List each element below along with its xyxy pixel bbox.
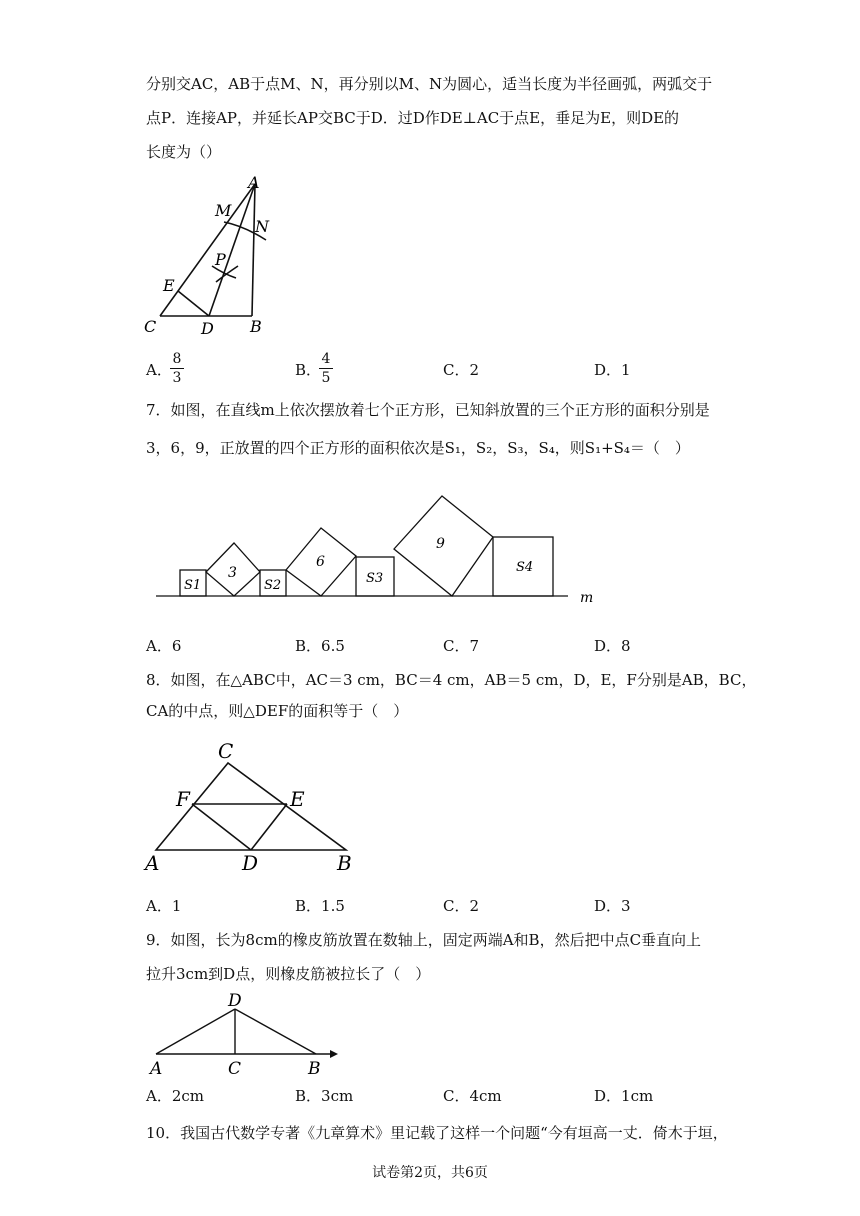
q9-option-d: D．1cm xyxy=(594,1087,654,1105)
q6-option-c: C．2 xyxy=(443,361,480,379)
q6-label-e: E xyxy=(163,276,175,295)
q9-label-b: B xyxy=(308,1059,321,1079)
q7-text-line-2: 3，6，9，正放置的四个正方形的面积依次是S₁，S₂，S₃，S₄，则S₁+S₄＝（ ） xyxy=(146,439,690,457)
q6-label-p: P xyxy=(215,250,226,269)
q6-text-line-1: 分别交AC，AB于点M、N，再分别以M、N为圆心，适当长度为半径画弧，两弧交于 xyxy=(146,75,713,93)
q6-option-b-label: B． xyxy=(295,361,322,379)
q7-option-a: A．6 xyxy=(146,637,182,655)
q8-label-f: F xyxy=(176,787,190,811)
q6-option-a-label: A． xyxy=(146,361,172,379)
q6-option-b-fraction xyxy=(319,351,333,386)
q9-label-a: A xyxy=(150,1059,163,1079)
q8-label-d: D xyxy=(242,851,259,875)
q7-text-line-1: 7．如图，在直线m上依次摆放着七个正方形，已知斜放置的三个正方形的面积分别是 xyxy=(146,401,710,419)
q8-figure xyxy=(140,732,370,882)
q6-label-a: A xyxy=(248,173,260,192)
q8-label-e: E xyxy=(290,787,305,811)
q8-text-line-1: 8．如图，在△ABC中，AC＝3 cm，BC＝4 cm，AB＝5 cm，D，E，F分别是AB，BC， xyxy=(146,671,757,689)
q6-text-line-2: 点P．连接AP，并延长AP交BC于D．过D作DE⊥AC于点E，垂足为E，则DE的 xyxy=(146,109,680,127)
q6-label-b: B xyxy=(250,317,262,336)
q8-text-line-2: CA的中点，则△DEF的面积等于（ ） xyxy=(146,702,409,720)
q9-option-a: A．2cm xyxy=(146,1087,205,1105)
q6-label-c: C xyxy=(144,317,157,336)
q8-option-d: D．3 xyxy=(594,897,631,915)
q7-option-d: D．8 xyxy=(594,637,631,655)
q7-option-c: C．7 xyxy=(443,637,480,655)
q6-label-d: D xyxy=(201,319,214,338)
q8-option-a: A．1 xyxy=(146,897,182,915)
q10-text-line-1: 10．我国古代数学专著《九章算术》里记载了这样一个问题“今有垣高一丈．倚木于垣， xyxy=(146,1124,728,1142)
q8-label-b: B xyxy=(337,851,352,875)
page-footer: 试卷第2页，共6页 xyxy=(372,1165,488,1181)
q6-option-d: D．1 xyxy=(594,361,631,379)
q8-option-b: B．1.5 xyxy=(295,897,345,915)
q6-figure xyxy=(140,170,280,340)
q7-label-s4: S4 xyxy=(516,560,534,575)
q6-label-n: N xyxy=(255,217,269,236)
q9-figure xyxy=(140,988,350,1078)
q7-label-9: 9 xyxy=(436,536,445,552)
q9-option-c: C．4cm xyxy=(443,1087,502,1105)
q9-text-line-1: 9．如图，长为8cm的橡皮筋放置在数轴上，固定两端A和B，然后把中点C垂直向上 xyxy=(146,931,702,949)
q7-label-s3: S3 xyxy=(366,571,384,586)
q7-label-s2: S2 xyxy=(264,578,282,593)
q6-option-b-numerator: 4 xyxy=(321,351,331,367)
q6-option-a-denominator: 3 xyxy=(172,370,182,386)
q9-text-line-2: 拉升3cm到D点，则橡皮筋被拉长了（ ） xyxy=(146,965,431,983)
q9-label-d: D xyxy=(228,991,242,1011)
q7-label-3: 3 xyxy=(228,565,237,581)
q6-text-line-3: 长度为（） xyxy=(146,143,222,161)
q8-option-c: C．2 xyxy=(443,897,480,915)
q6-option-a-fraction xyxy=(170,351,184,386)
q6-label-m: M xyxy=(215,201,232,220)
q6-option-b-denominator: 5 xyxy=(321,370,331,386)
q8-label-a: A xyxy=(145,851,160,875)
q9-label-c: C xyxy=(228,1059,242,1079)
q6-option-a-numerator: 8 xyxy=(172,351,182,367)
q7-label-s1: S1 xyxy=(184,578,202,593)
q8-label-c: C xyxy=(218,739,234,763)
q7-option-b: B．6.5 xyxy=(295,637,345,655)
q7-figure xyxy=(150,488,610,613)
q9-option-b: B．3cm xyxy=(295,1087,354,1105)
q7-label-m: m xyxy=(580,590,594,606)
q7-label-6: 6 xyxy=(316,554,325,570)
